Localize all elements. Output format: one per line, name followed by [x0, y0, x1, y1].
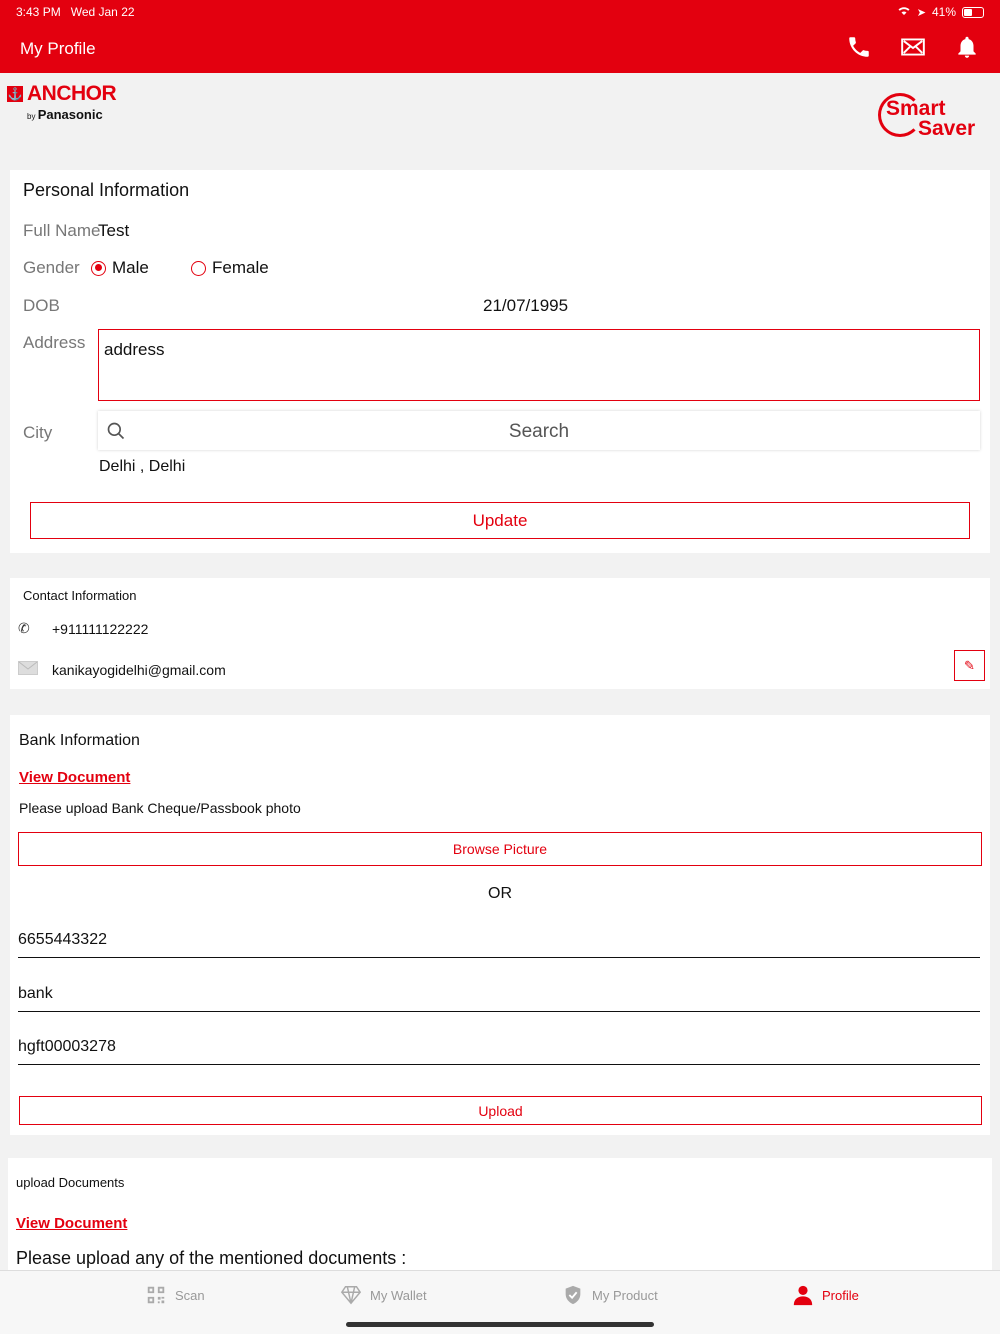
status-indicators — [897, 5, 984, 19]
personal-info-title: Personal Information — [23, 180, 190, 200]
qr-icon — [145, 1284, 167, 1306]
contact-phone: +911111122222 — [52, 620, 149, 637]
shield-icon — [562, 1284, 584, 1306]
upload-documents-title: upload Documents — [16, 1175, 125, 1190]
contact-info-card — [10, 578, 990, 689]
diamond-icon — [340, 1284, 362, 1306]
contact-email-row — [18, 661, 226, 678]
city-value: Delhi , Delhi — [99, 458, 186, 475]
phone-icon[interactable] — [846, 34, 872, 65]
full-name-value[interactable]: Test — [98, 221, 130, 240]
address-input[interactable]: address — [98, 329, 980, 401]
phone-small-icon: ✆ — [18, 620, 30, 636]
gender-label: Gender — [23, 258, 80, 277]
bank-name-input[interactable]: bank — [18, 985, 980, 1012]
bank-info-title: Bank Information — [19, 732, 140, 749]
page-title: My Profile — [20, 39, 96, 58]
tab-my-product[interactable]: My Product — [562, 1284, 658, 1306]
location-icon: ➤ — [916, 6, 926, 19]
upload-documents-card — [8, 1158, 992, 1270]
bell-icon[interactable] — [954, 34, 980, 65]
radio-selected-icon — [91, 261, 106, 276]
account-number-input[interactable]: 6655443322 — [18, 931, 980, 958]
radio-unselected-icon — [191, 261, 206, 276]
mail-icon[interactable] — [900, 34, 926, 65]
wifi-icon — [897, 5, 911, 19]
address-label: Address — [23, 333, 86, 352]
status-time: 3:43 PM Wed Jan 22 — [16, 5, 135, 19]
anchor-icon: ⚓ — [7, 87, 23, 101]
bottom-tab-bar — [0, 1270, 1000, 1334]
smart-saver-logo: Smart Saver — [878, 91, 988, 146]
bank-upload-note: Please upload Bank Cheque/Passbook photo — [19, 800, 301, 816]
battery-icon — [962, 7, 984, 18]
bank-info-card — [10, 715, 990, 1135]
contact-phone-row — [18, 620, 148, 637]
documents-note: Please upload any of the mentioned documents : — [16, 1248, 407, 1268]
city-search-input[interactable] — [98, 411, 980, 450]
bank-view-document-link[interactable]: View Document — [19, 769, 131, 786]
gender-radio-female[interactable]: Female — [191, 258, 269, 278]
ifsc-input[interactable]: hgft00003278 — [18, 1038, 980, 1065]
mail-small-icon — [18, 661, 52, 678]
edit-contact-button[interactable] — [954, 650, 985, 681]
contact-email: kanikayogidelhi@gmail.com — [52, 661, 226, 678]
tab-my-wallet[interactable]: My Wallet — [340, 1284, 427, 1306]
contact-info-title: Contact Information — [23, 588, 137, 603]
dob-value[interactable]: 21/07/1995 — [483, 296, 569, 315]
gender-radio-male[interactable]: Male — [91, 258, 149, 278]
tab-profile[interactable]: Profile — [792, 1284, 859, 1306]
tab-scan[interactable]: Scan — [145, 1284, 205, 1306]
update-button[interactable]: Update — [30, 502, 970, 539]
upload-bank-button[interactable]: Upload — [19, 1096, 982, 1125]
search-placeholder: Search — [508, 421, 570, 442]
full-name-label: Full Name — [23, 221, 101, 240]
home-indicator — [346, 1322, 654, 1327]
or-divider: OR — [488, 885, 512, 902]
dob-label: DOB — [23, 296, 60, 315]
browse-picture-button[interactable]: Browse Picture — [18, 832, 982, 866]
battery-percent: 41% — [931, 5, 956, 19]
person-icon — [792, 1284, 814, 1306]
pencil-icon: ✎ — [964, 658, 975, 673]
personal-info-card — [10, 170, 990, 553]
documents-view-document-link[interactable]: View Document — [16, 1215, 128, 1232]
app-header — [0, 0, 1000, 73]
brand-bar — [0, 73, 1000, 168]
anchor-logo: ⚓ ANCHOR by Panasonic — [7, 82, 117, 122]
city-label: City — [23, 423, 53, 442]
